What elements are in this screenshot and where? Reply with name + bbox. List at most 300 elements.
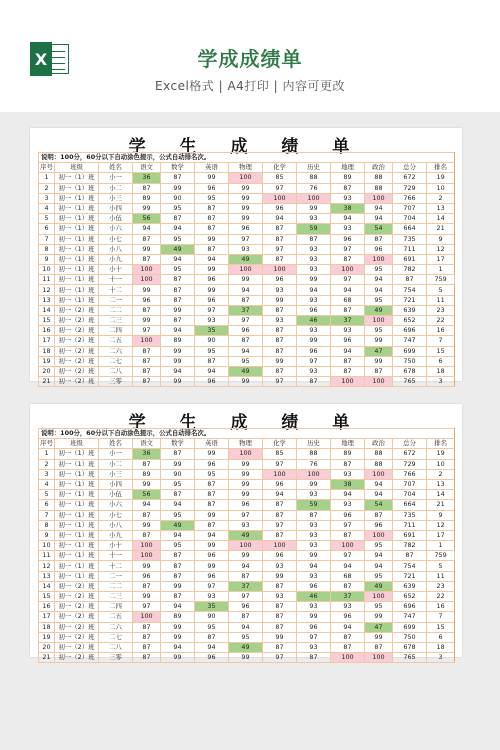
table-cell: 94 (161, 254, 195, 264)
table-cell: 5 (427, 285, 455, 295)
table-cell: 19 (39, 632, 55, 642)
table-cell: 87 (195, 520, 229, 530)
table-cell: 87 (331, 305, 365, 315)
table-cell: 38 (331, 203, 365, 213)
table-cell: 99 (133, 561, 161, 571)
table-cell: 94 (331, 561, 365, 571)
table-row (39, 530, 455, 540)
table-cell: 94 (365, 285, 393, 295)
table-cell: 87 (161, 316, 195, 326)
table-cell: 59 (297, 500, 331, 510)
table-cell: 96 (133, 571, 161, 581)
page-title: 学成成绩单 (197, 47, 303, 71)
table-cell: 89 (161, 336, 195, 346)
table-cell: 90 (161, 193, 195, 203)
grade-table (38, 152, 455, 387)
table-cell: 729 (393, 183, 427, 193)
table-cell: 782 (393, 541, 427, 551)
table-cell: 89 (161, 612, 195, 622)
table-cell: 94 (365, 275, 393, 285)
table-cell: 99 (161, 183, 195, 193)
table-cell: 21 (39, 377, 55, 387)
table-cell: 99 (297, 479, 331, 489)
table-cell: 87 (331, 642, 365, 652)
table-cell: 100 (133, 551, 161, 561)
table-cell: 6 (427, 356, 455, 366)
table-cell: 46 (297, 592, 331, 602)
table-cell: 小一 (99, 449, 133, 459)
column-header: 英语 (195, 163, 229, 173)
table-cell: 初一（1）班 (55, 490, 99, 500)
table-cell: 二一 (99, 295, 133, 305)
table-row (39, 234, 455, 244)
table-cell: 93 (263, 316, 297, 326)
table-cell: 97 (133, 326, 161, 336)
table-cell: 96 (195, 377, 229, 387)
table-cell: 初一（1）班 (55, 469, 99, 479)
table-cell: 100 (263, 193, 297, 203)
table-cell: 9 (39, 254, 55, 264)
column-header: 语文 (133, 439, 161, 449)
table-cell: 10 (39, 541, 55, 551)
table-cell: 96 (195, 295, 229, 305)
table-cell: 87 (331, 459, 365, 469)
table-cell: 678 (393, 642, 427, 652)
table-cell: 754 (393, 285, 427, 295)
table-cell: 初一（1）班 (55, 224, 99, 234)
table-cell: 87 (263, 336, 297, 346)
table-cell: 1 (39, 449, 55, 459)
table-cell: 99 (133, 592, 161, 602)
table-cell: 87 (195, 224, 229, 234)
table-cell: 13 (427, 203, 455, 213)
column-header: 地理 (331, 163, 365, 173)
table-cell: 89 (331, 173, 365, 183)
table-cell: 初一（1）班 (55, 295, 99, 305)
table-cell: 704 (393, 214, 427, 224)
table-cell: 96 (365, 244, 393, 254)
table-cell: 96 (297, 305, 331, 315)
table-cell: 99 (297, 551, 331, 561)
table-cell: 97 (297, 356, 331, 366)
table-cell: 99 (297, 612, 331, 622)
table-cell: 1 (427, 541, 455, 551)
sheet-title: 学 生 成 绩 单 (128, 137, 364, 157)
table-cell: 17 (427, 254, 455, 264)
table-cell: 99 (229, 479, 263, 489)
table-cell: 95 (195, 469, 229, 479)
table-cell: 94 (263, 214, 297, 224)
table-cell: 100 (365, 469, 393, 479)
table-cell: 100 (365, 316, 393, 326)
table-cell: 94 (297, 285, 331, 295)
table-cell: 10 (427, 183, 455, 193)
table-cell: 691 (393, 254, 427, 264)
table-cell: 99 (161, 459, 195, 469)
table-cell: 87 (297, 510, 331, 520)
column-header: 班级 (55, 439, 99, 449)
table-cell: 90 (195, 612, 229, 622)
table-cell: 94 (161, 642, 195, 652)
column-header: 历史 (297, 439, 331, 449)
table-cell: 15 (427, 346, 455, 356)
table-cell: 20 (39, 642, 55, 652)
column-header: 总分 (393, 163, 427, 173)
table-cell: 93 (263, 561, 297, 571)
table-cell: 97 (297, 632, 331, 642)
table-row (39, 173, 455, 183)
table-cell: 19 (39, 356, 55, 366)
table-cell: 68 (331, 295, 365, 305)
table-cell: 小九 (99, 254, 133, 264)
table-cell: 小六 (99, 224, 133, 234)
table-row (39, 642, 455, 652)
table-cell: 96 (229, 224, 263, 234)
table-cell: 97 (229, 234, 263, 244)
table-cell: 初一（2）班 (55, 305, 99, 315)
table-cell: 87 (133, 581, 161, 591)
table-cell: 87 (161, 449, 195, 459)
table-cell: 二七 (99, 356, 133, 366)
table-cell: 87 (133, 346, 161, 356)
table-cell: 初一（2）班 (55, 326, 99, 336)
table-cell: 87 (133, 305, 161, 315)
table-cell: 85 (263, 449, 297, 459)
table-cell: 18 (427, 366, 455, 376)
table-cell: 89 (331, 449, 365, 459)
table-cell: 97 (263, 183, 297, 193)
table-cell: 5 (39, 490, 55, 500)
table-cell: 678 (393, 366, 427, 376)
table-cell: 93 (297, 642, 331, 652)
table-cell: 8 (39, 244, 55, 254)
table-cell: 小四 (99, 203, 133, 213)
table-cell: 三零 (99, 377, 133, 387)
table-cell: 94 (365, 479, 393, 489)
table-cell: 小四 (99, 479, 133, 489)
table-cell: 14 (427, 214, 455, 224)
table-cell: 23 (427, 305, 455, 315)
table-cell: 87 (195, 490, 229, 500)
table-cell: 699 (393, 622, 427, 632)
table-cell: 23 (427, 581, 455, 591)
table-cell: 97 (263, 653, 297, 663)
table-cell: 6 (427, 632, 455, 642)
table-cell: 664 (393, 224, 427, 234)
table-row (39, 254, 455, 264)
table-cell: 9 (427, 510, 455, 520)
table-cell: 87 (297, 377, 331, 387)
table-cell: 729 (393, 459, 427, 469)
table-cell: 782 (393, 265, 427, 275)
table-cell: 14 (39, 305, 55, 315)
banner (0, 0, 500, 112)
table-cell: 87 (161, 285, 195, 295)
table-cell: 19 (427, 173, 455, 183)
table-cell: 95 (365, 541, 393, 551)
table-cell: 87 (133, 234, 161, 244)
table-cell: 49 (365, 305, 393, 315)
table-cell: 十一 (99, 551, 133, 561)
table-cell: 二七 (99, 632, 133, 642)
table-cell: 99 (229, 214, 263, 224)
table-cell: 87 (365, 510, 393, 520)
table-cell: 88 (365, 183, 393, 193)
table-cell: 99 (365, 356, 393, 366)
table-cell: 94 (229, 285, 263, 295)
table-cell: 87 (161, 571, 195, 581)
column-header: 排名 (427, 439, 455, 449)
table-cell: 初一（2）班 (55, 316, 99, 326)
table-cell: 99 (263, 571, 297, 581)
table-cell: 704 (393, 490, 427, 500)
table-cell: 94 (365, 214, 393, 224)
table-cell: 95 (195, 346, 229, 356)
table-cell: 96 (263, 551, 297, 561)
table-cell: 97 (229, 510, 263, 520)
table-cell: 87 (133, 377, 161, 387)
table-row (39, 571, 455, 581)
table-cell: 93 (297, 326, 331, 336)
table-cell: 97 (263, 244, 297, 254)
table-cell: 初一（2）班 (55, 592, 99, 602)
table-cell: 19 (427, 449, 455, 459)
table-cell: 87 (195, 632, 229, 642)
table-cell: 96 (297, 622, 331, 632)
table-cell: 7 (427, 612, 455, 622)
table-cell: 初一（2）班 (55, 346, 99, 356)
sheet-note: 说明：100分，60分以下自动涂色提示，公式自动排名次。 (39, 429, 455, 439)
excel-logo-letter: X (30, 42, 52, 76)
table-cell: 87 (365, 642, 393, 652)
table-cell: 小二 (99, 183, 133, 193)
table-cell: 100 (365, 653, 393, 663)
table-cell: 99 (161, 581, 195, 591)
table-cell: 94 (133, 224, 161, 234)
table-cell: 96 (331, 336, 365, 346)
table-cell: 87 (263, 642, 297, 652)
table-cell: 87 (195, 356, 229, 366)
column-header: 化学 (263, 439, 297, 449)
table-cell: 94 (365, 561, 393, 571)
table-cell: 707 (393, 203, 427, 213)
table-cell: 99 (229, 275, 263, 285)
table-cell: 87 (195, 203, 229, 213)
table-cell: 87 (133, 366, 161, 376)
table-cell: 97 (263, 459, 297, 469)
table-cell: 87 (229, 295, 263, 305)
table-cell: 99 (195, 449, 229, 459)
table-cell: 97 (263, 377, 297, 387)
table-cell: 49 (161, 244, 195, 254)
table-cell: 766 (393, 193, 427, 203)
table-cell: 2 (39, 459, 55, 469)
table-cell: 94 (161, 366, 195, 376)
table-cell: 初一（2）班 (55, 366, 99, 376)
table-cell: 735 (393, 234, 427, 244)
table-cell: 96 (195, 275, 229, 285)
table-cell: 17 (39, 336, 55, 346)
table-cell: 99 (195, 510, 229, 520)
column-header: 总分 (393, 439, 427, 449)
table-cell: 96 (331, 234, 365, 244)
table-cell: 664 (393, 500, 427, 510)
table-cell: 89 (133, 469, 161, 479)
table-cell: 94 (229, 346, 263, 356)
table-cell: 8 (39, 520, 55, 530)
table-row (39, 295, 455, 305)
table-cell: 47 (365, 622, 393, 632)
table-cell: 17 (427, 530, 455, 540)
table-cell: 87 (161, 214, 195, 224)
table-cell: 18 (39, 622, 55, 632)
table-cell: 87 (263, 366, 297, 376)
table-cell: 初一（1）班 (55, 561, 99, 571)
table-row (39, 316, 455, 326)
sheet-note: 说明：100分，60分以下自动涂色提示，公式自动排名次。 (39, 153, 455, 163)
table-cell: 100 (229, 265, 263, 275)
table-cell: 87 (297, 234, 331, 244)
table-row (39, 612, 455, 622)
table-cell: 35 (195, 326, 229, 336)
table-cell: 37 (229, 581, 263, 591)
table-cell: 76 (297, 459, 331, 469)
table-cell: 初一（1）班 (55, 285, 99, 295)
table-cell: 16 (427, 326, 455, 336)
table-cell: 小三 (99, 469, 133, 479)
table-cell: 90 (195, 336, 229, 346)
table-cell: 735 (393, 510, 427, 520)
table-row (39, 510, 455, 520)
table-cell: 99 (365, 612, 393, 622)
table-row (39, 490, 455, 500)
table-row (39, 377, 455, 387)
table-cell: 11 (39, 275, 55, 285)
table-cell: 87 (365, 234, 393, 244)
table-cell: 96 (229, 500, 263, 510)
table-cell: 765 (393, 653, 427, 663)
table-cell: 759 (427, 551, 455, 561)
table-cell: 96 (133, 295, 161, 305)
table-cell: 87 (133, 183, 161, 193)
table-cell: 12 (39, 285, 55, 295)
table-cell: 初一（2）班 (55, 612, 99, 622)
table-cell: 54 (365, 500, 393, 510)
table-cell: 16 (39, 602, 55, 612)
table-cell: 96 (297, 346, 331, 356)
table-cell: 759 (427, 275, 455, 285)
table-cell: 99 (195, 234, 229, 244)
table-cell: 小八 (99, 520, 133, 530)
table-cell: 二五 (99, 612, 133, 622)
table-cell: 二六 (99, 622, 133, 632)
table-cell: 37 (331, 316, 365, 326)
table-cell: 11 (427, 295, 455, 305)
table-row (39, 622, 455, 632)
table-cell: 99 (195, 265, 229, 275)
table-row (39, 326, 455, 336)
table-row (39, 193, 455, 203)
table-cell: 94 (195, 366, 229, 376)
table-cell: 93 (297, 254, 331, 264)
table-cell: 97 (331, 551, 365, 561)
table-cell: 99 (133, 203, 161, 213)
table-cell: 96 (195, 653, 229, 663)
table-cell: 16 (39, 326, 55, 336)
table-cell: 87 (133, 510, 161, 520)
table-cell: 94 (229, 622, 263, 632)
table-cell: 54 (365, 224, 393, 234)
column-header: 政治 (365, 439, 393, 449)
column-header: 语文 (133, 163, 161, 173)
table-cell: 初一（1）班 (55, 265, 99, 275)
table-cell: 12 (427, 520, 455, 530)
table-cell: 87 (195, 479, 229, 489)
table-cell: 初一（1）班 (55, 234, 99, 244)
table-cell: 87 (133, 356, 161, 366)
table-cell: 87 (195, 244, 229, 254)
table-cell: 100 (297, 193, 331, 203)
table-cell: 二四 (99, 602, 133, 612)
table-cell: 2 (39, 183, 55, 193)
table-cell: 87 (263, 510, 297, 520)
table-cell: 初一（2）班 (55, 356, 99, 366)
table-cell: 49 (229, 366, 263, 376)
table-cell: 二三 (99, 592, 133, 602)
table-cell: 94 (133, 500, 161, 510)
table-cell: 93 (297, 520, 331, 530)
page-subtitle: Excel格式 | A4打印 | 内容可更改 (155, 79, 345, 93)
table-cell: 87 (229, 571, 263, 581)
table-cell: 691 (393, 530, 427, 540)
table-cell: 95 (365, 295, 393, 305)
column-header: 姓名 (99, 439, 133, 449)
table-cell: 99 (229, 203, 263, 213)
table-cell: 100 (263, 265, 297, 275)
table-cell: 99 (195, 561, 229, 571)
table-cell: 94 (331, 214, 365, 224)
table-cell: 56 (133, 214, 161, 224)
table-cell: 93 (263, 592, 297, 602)
table-cell: 初一（1）班 (55, 214, 99, 224)
table-row (39, 214, 455, 224)
table-row (39, 275, 455, 285)
table-cell: 96 (263, 479, 297, 489)
table-cell: 100 (331, 377, 365, 387)
table-cell: 13 (39, 571, 55, 581)
table-cell: 68 (331, 571, 365, 581)
table-cell: 二三 (99, 316, 133, 326)
table-cell: 87 (263, 612, 297, 622)
table-cell: 87 (133, 642, 161, 652)
table-cell: 87 (195, 214, 229, 224)
table-cell: 96 (229, 602, 263, 612)
table-cell: 100 (331, 265, 365, 275)
table-cell: 二八 (99, 366, 133, 376)
table-cell: 696 (393, 602, 427, 612)
table-cell: 二八 (99, 642, 133, 652)
table-cell: 87 (133, 632, 161, 642)
table-cell: 初一（1）班 (55, 520, 99, 530)
table-row (39, 653, 455, 663)
table-row (39, 592, 455, 602)
table-cell: 100 (133, 275, 161, 285)
table-cell: 21 (427, 500, 455, 510)
table-cell: 15 (39, 316, 55, 326)
table-cell: 94 (365, 490, 393, 500)
table-row (39, 203, 455, 213)
table-cell: 672 (393, 173, 427, 183)
